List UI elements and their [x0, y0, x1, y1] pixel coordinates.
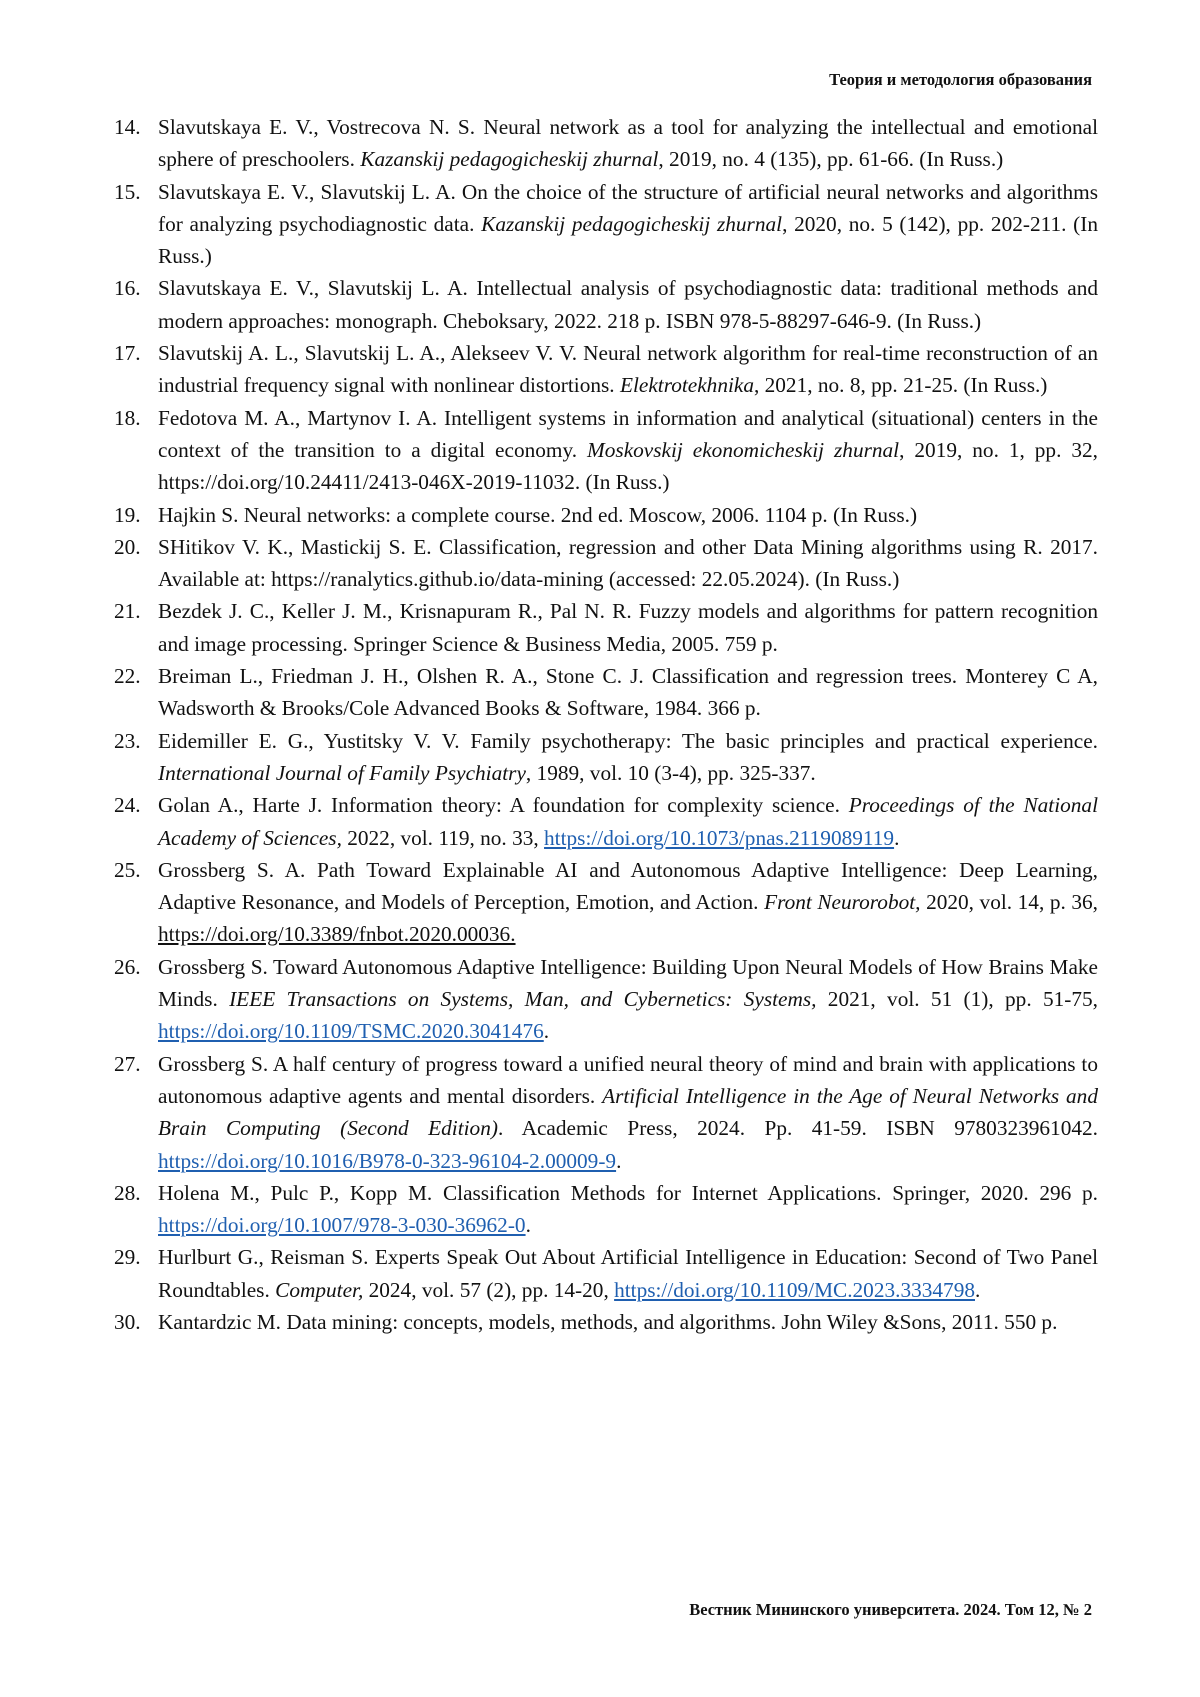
reference-details: 2021, vol. 51 (1), pp. 51-75, — [816, 987, 1098, 1012]
reference-item-20 — [108, 531, 1098, 596]
reference-item-14 — [108, 111, 1098, 176]
reference-text: Breiman L., Friedman J. H., Olshen R. A., Stone C. J. Classification and regression trees. Monterey C A, Wadsworth & Brooks/Cole Advanced Books & Software, 1984. 366 p. — [158, 664, 1098, 721]
journal-title: International Journal of Family Psychiatry — [158, 760, 526, 785]
reference-number: 17. — [114, 341, 141, 366]
journal-title: Computer, — [275, 1277, 364, 1302]
reference-item-24 — [108, 789, 1098, 854]
running-footer-journal: Вестник Мининского университета. 2024. Том 12, № 2 — [689, 1600, 1092, 1619]
reference-details: . Academic Press, 2024. Pp. 41-59. ISBN 9780323961042. — [497, 1116, 1098, 1141]
journal-title: Kazanskij pedagogicheskij zhurnal — [481, 211, 783, 236]
reference-text: Grossberg S. A. Path Toward Explainable AI and Autonomous Adaptive Intelligence: Deep Learning, Adaptive Resonance, and Models of Perception, Emotion, and Action. — [158, 857, 1098, 915]
reference-number: 18. — [114, 405, 141, 430]
reference-item-19 — [108, 499, 1098, 531]
journal-title: Artificial Intelligence in the Age of Neural Networks and Brain Computing (Second Edition) — [158, 1083, 1098, 1141]
doi-link[interactable]: https://doi.org/10.1109/TSMC.2020.3041476 — [158, 1019, 544, 1044]
reference-item-18 — [108, 402, 1098, 499]
reference-item-17 — [108, 337, 1098, 402]
journal-title: Proceedings of the National Academy of Sciences, — [158, 793, 1098, 850]
reference-details: , 2019, no. 1, pp. 32, https://doi.org/10.24411/2413-046X-2019-11032. (In Russ.) — [158, 437, 1098, 495]
reference-text: Slavutskij A. L., Slavutskij L. A., Alekseev V. V. Neural network algorithm for real-time reconstruction of an industrial frequency signal with nonlinear distortions. — [158, 341, 1098, 398]
reference-number: 25. — [114, 857, 141, 882]
reference-item-21 — [108, 595, 1098, 660]
reference-list — [108, 111, 1098, 1338]
reference-text: SHitikov V. K., Mastickij S. E. Classification, regression and other Data Mining algorithms using R. 2017. Available at: https://ranalytics.github.io/data-mining (accessed: 22.05.2024). (In Russ.) — [158, 534, 1098, 592]
reference-text: Hurlburt G., Reisman S. Experts Speak Out About Artificial Intelligence in Education: Second of Two Panel Roundtables. — [158, 1245, 1098, 1302]
reference-text: Fedotova M. A., Martynov I. A. Intelligent systems in information and analytical (situational) centers in the context of the transition to a digital economy. — [158, 405, 1098, 462]
reference-text: Hajkin S. Neural networks: a complete course. 2nd ed. Moscow, 2006. 1104 p. (In Russ.) — [158, 502, 918, 527]
reference-item-27 — [108, 1048, 1098, 1177]
reference-details: , 2020, no. 5 (142), pp. 202-211. (In Russ.) — [158, 211, 1098, 269]
running-header-title: Теория и методология образования — [829, 70, 1092, 89]
reference-text: Slavutskaya E. V., Slavutskij L. A. Intellectual analysis of psychodiagnostic data: traditional methods and modern approaches: monograph. Cheboksary, 2022. 218 p. ISBN 978-5-88297-646-9. (In Russ.) — [158, 276, 1098, 333]
reference-text: Kantardzic M. Data mining: concepts, models, methods, and algorithms. John Wiley &Sons, 2011. 550 p. — [158, 1309, 1058, 1334]
reference-number: 27. — [114, 1051, 141, 1076]
doi-link[interactable]: https://doi.org/10.1073/pnas.2119089119 — [544, 825, 895, 850]
reference-details: 2024, vol. 57 (2), pp. 14-20, — [363, 1277, 615, 1302]
reference-number: 28. — [114, 1180, 141, 1205]
reference-item-29 — [108, 1241, 1098, 1306]
journal-title: Moskovskij ekonomicheskij zhurnal — [587, 437, 900, 462]
reference-text: Eidemiller E. G., Yustitsky V. V. Family psychotherapy: The basic principles and practical experience. — [158, 728, 1098, 753]
reference-details: , 2021, no. 8, pp. 21-25. (In Russ.) — [753, 373, 1048, 398]
reference-item-28 — [108, 1177, 1098, 1242]
reference-item-15 — [108, 176, 1098, 273]
reference-number: 24. — [114, 793, 141, 818]
doi-link[interactable]: https://doi.org/10.1016/B978-0-323-96104-2.00009-9 — [158, 1148, 617, 1173]
reference-item-23 — [108, 725, 1098, 790]
reference-text: Grossberg S. Toward Autonomous Adaptive Intelligence: Building Upon Neural Models of How Brains Make Minds. — [158, 954, 1098, 1012]
reference-number: 21. — [114, 599, 141, 624]
reference-number: 14. — [114, 115, 141, 139]
doi-link[interactable]: https://doi.org/10.1109/MC.2023.3334798 — [614, 1277, 975, 1302]
reference-text: Golan A., Harte J. Information theory: A foundation for complexity science. — [158, 793, 849, 818]
journal-title: Front Neurorobot, — [764, 890, 921, 915]
reference-number: 26. — [114, 954, 141, 979]
reference-number: 19. — [114, 502, 141, 527]
reference-tail: . — [894, 825, 900, 850]
doi-link[interactable]: https://doi.org/10.1007/978-3-030-36962-0 — [158, 1213, 526, 1238]
reference-text: Holena M., Pulc P., Kopp M. Classification Methods for Internet Applications. Springer, 2020. 296 p. — [158, 1180, 1098, 1205]
reference-item-22 — [108, 660, 1098, 725]
doi-link[interactable]: https://doi.org/10.3389/fnbot.2020.00036. — [158, 922, 516, 947]
reference-tail: . — [975, 1277, 981, 1302]
reference-text: Grossberg S. A half century of progress toward a unified neural theory of mind and brain with applications to autonomous adaptive agents and mental disorders. — [158, 1051, 1098, 1108]
reference-details: 2022, vol. 119, no. 33, — [341, 825, 545, 850]
reference-text: Bezdek J. C., Keller J. M., Krisnapuram R., Pal N. R. Fuzzy models and algorithms for pattern recognition and image processing. Springer Science & Business Media, 2005. 759 p. — [158, 599, 1098, 656]
reference-number: 23. — [114, 728, 141, 753]
reference-number: 30. — [114, 1309, 141, 1334]
reference-item-26 — [108, 951, 1098, 1048]
reference-details: 2020, vol. 14, p. 36, — [920, 890, 1099, 915]
reference-text: Slavutskaya E. V., Slavutskij L. A. On the choice of the structure of artificial neural networks and algorithms for analyzing psychodiagnostic data. — [158, 179, 1098, 236]
reference-number: 20. — [114, 534, 141, 559]
reference-number: 22. — [114, 664, 141, 689]
journal-title: Kazanskij pedagogicheskij zhurnal — [360, 147, 659, 172]
reference-number: 29. — [114, 1245, 141, 1270]
reference-tail: . — [543, 1019, 550, 1044]
reference-item-16 — [108, 272, 1098, 337]
reference-item-25 — [108, 854, 1098, 951]
reference-details: , 1989, vol. 10 (3-4), pp. 325-337. — [525, 760, 816, 785]
reference-tail: . — [525, 1213, 531, 1238]
reference-number: 16. — [114, 276, 141, 301]
reference-tail: . — [616, 1148, 622, 1173]
journal-title: Elektrotekhnika — [619, 373, 754, 398]
journal-title: IEEE Transactions on Systems, Man, and Cybernetics: Systems, — [229, 987, 817, 1012]
reference-text: Slavutskaya E. V., Vostrecova N. S. Neural network as a tool for analyzing the intellectual and emotional sphere of preschoolers. — [158, 115, 1098, 172]
reference-details: , 2019, no. 4 (135), pp. 61-66. (In Russ.) — [658, 147, 1004, 172]
reference-item-30 — [108, 1306, 1098, 1338]
reference-number: 15. — [114, 179, 141, 204]
